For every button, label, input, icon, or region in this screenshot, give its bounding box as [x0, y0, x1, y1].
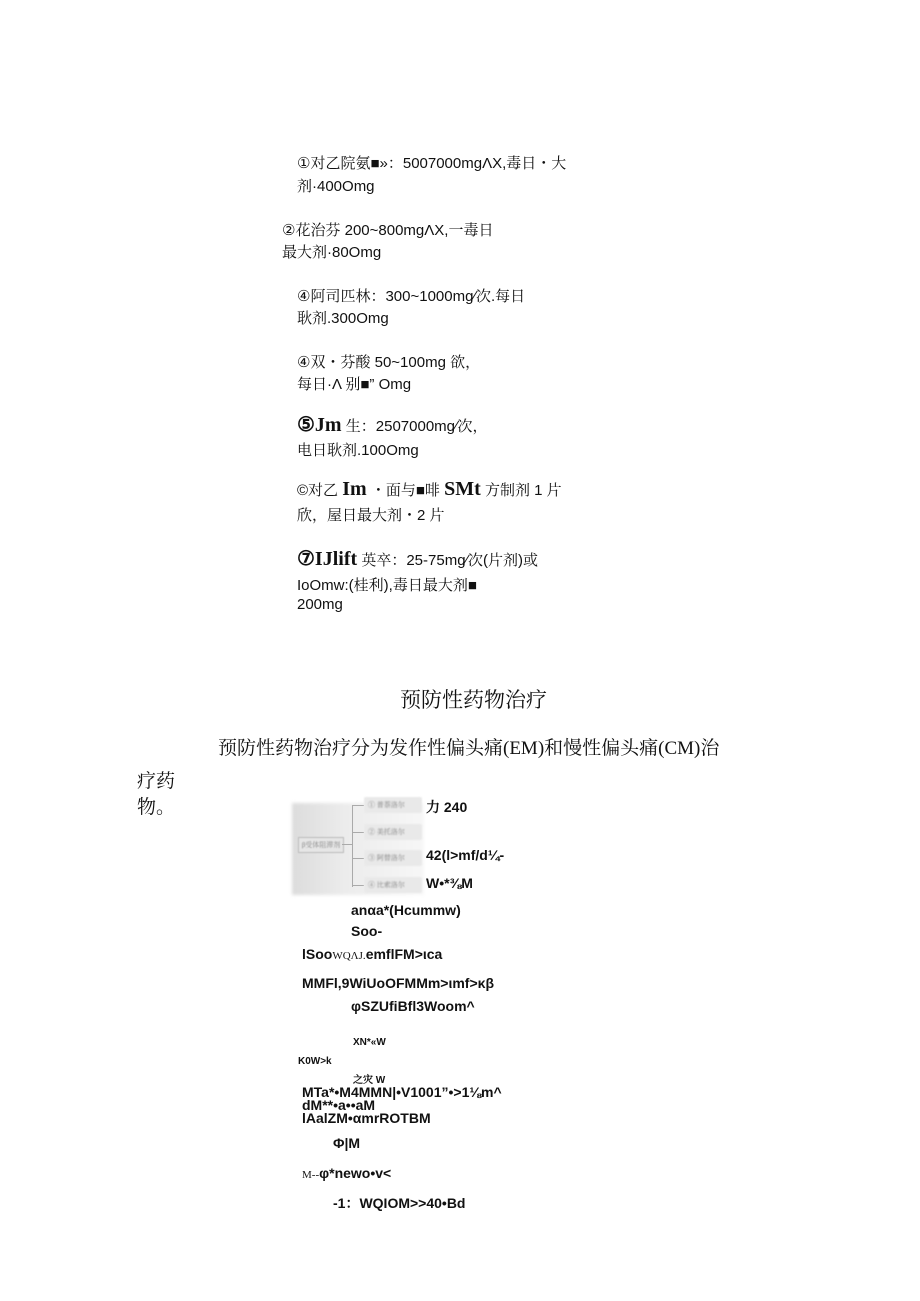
dosage-item-6-text-b: ・面与■啡 — [370, 482, 440, 499]
dosage-item-5-text: 生：2507000mg∕次， — [345, 418, 488, 435]
dosage-item-1-line1: ①对乙院氨■»：5007000mgΛX,毒日・大 — [297, 155, 567, 172]
dosage-item-6-mark-2: SMt — [444, 478, 481, 500]
dosage-item-6-mark-1: Im — [342, 478, 367, 500]
garbled-line-3b: WQΛJ. — [332, 950, 366, 962]
section-paragraph-line3: 物。 — [137, 797, 176, 818]
dosage-item-7-text: 英卒：25-75mg∕次(片剂)或 — [361, 552, 539, 569]
garbled-line-1: anαa*(Hcummw) — [351, 902, 461, 918]
dosage-item-5-marker: ⑤Jm — [297, 414, 342, 436]
garbled-line-3c: emflFM>ιca — [365, 946, 443, 962]
diagram-leaf-3 — [352, 850, 422, 866]
garbled-line-12: Φ|M — [333, 1135, 361, 1151]
dosage-item-7-line2: IoOmw:(桂利),毒日最大剂■ — [297, 577, 477, 594]
garbled-line-13b: φ*newo•v< — [319, 1165, 392, 1181]
diagram-leaf-4 — [352, 877, 422, 893]
garbled-line-5: φSZUfiBfl3Woom^ — [351, 998, 475, 1014]
dosage-item-6-text-a: ©对乙 — [297, 482, 339, 499]
diagram-trunk — [352, 805, 353, 887]
diagram-root-node: β受体阻滞剂 — [298, 837, 344, 853]
garbled-line-2: Soo- — [351, 923, 383, 939]
dosage-item-5-line1 — [297, 412, 488, 437]
dosage-item-2-line1: ②花治芬 200~800mgΛX,一毒日 — [282, 222, 494, 239]
diagram-leaf-label: ① 普萘洛尔 — [364, 797, 422, 813]
garbled-line-10: dM**•a••aM — [302, 1097, 376, 1113]
section-paragraph-line2: 疗药 — [137, 771, 176, 792]
diagram-leaf-label: ④ 比索洛尔 — [364, 877, 422, 893]
dosage-item-7-line3: 200mg — [297, 596, 343, 613]
dosage-item-7-line1 — [297, 546, 538, 571]
garbled-line-4: MMFl,9WiUoOFMMm>ιmf>κβ — [302, 975, 495, 991]
dosage-item-5-line2: 电日耿剂.100Omg — [297, 442, 419, 459]
diagram-annotation-3: W•*⅜M — [426, 875, 473, 891]
garbled-line-11: lAalZM•αmrROTBM — [302, 1110, 431, 1126]
section-heading: 预防性药物治疗 — [400, 689, 547, 712]
diagram-leaf-1 — [352, 797, 422, 813]
section-paragraph-line1: 预防性药物治疗分为发作性偏头痛(EM)和慢性偏头痛(CM)治 — [218, 738, 720, 759]
diagram-leaf-label: ② 美托洛尔 — [364, 824, 422, 840]
garbled-line-8: 之灾 W — [353, 1075, 386, 1086]
dosage-item-6-line2: 欣，屋日最大剂・2 片 — [297, 507, 445, 524]
dosage-item-6-line1 — [297, 478, 562, 501]
diagram-leaf-2 — [352, 824, 422, 840]
beta-blocker-diagram — [292, 797, 432, 897]
garbled-line-14: -1：WQIOM>>40•Bd — [333, 1195, 466, 1211]
diagram-annotation-2: 42(l>mf/d¼- — [426, 847, 505, 863]
dosage-item-3-line1: ④阿司匹林：300~1000mg∕次.每日 — [297, 288, 526, 305]
garbled-line-13 — [302, 1165, 391, 1181]
diagram-connector — [342, 844, 352, 845]
dosage-item-4-line2: 每日·Λ 别■” Omg — [297, 376, 412, 393]
garbled-line-6: XN*«W — [353, 1037, 386, 1048]
dosage-item-4-line1: ④双・芬酸 50~100mg 欲， — [297, 354, 481, 371]
dosage-item-3-line2: 耿剂.300Omg — [297, 310, 389, 327]
garbled-line-3a: lSoo — [302, 946, 333, 962]
diagram-annotation-1: 力 240 — [426, 799, 468, 815]
garbled-line-13a: M-- — [302, 1169, 320, 1181]
dosage-item-6-text-c: 方制剂 1 片 — [484, 482, 562, 499]
dosage-item-2-line2: 最大剂·80Omg — [282, 244, 382, 261]
dosage-item-1-line2: 剂·400Omg — [297, 178, 375, 195]
dosage-item-7-marker: ⑦IJlift — [297, 548, 358, 570]
garbled-line-3 — [302, 946, 442, 962]
diagram-leaf-label: ③ 阿替洛尔 — [364, 850, 422, 866]
garbled-line-7: K0W>k — [298, 1056, 332, 1067]
garbled-line-9: MTa*•M4MMN|•V1001”•>1⅛m^ — [302, 1084, 502, 1100]
